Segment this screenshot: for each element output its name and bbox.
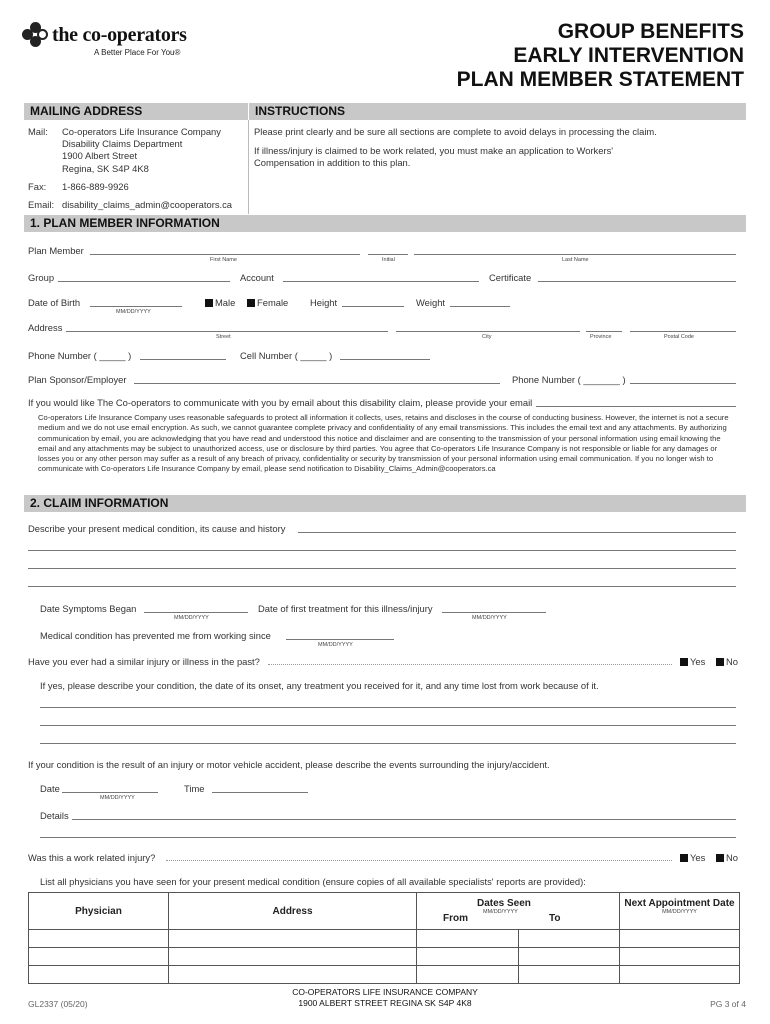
dates-seen-format: MM/DD/YYYY — [483, 909, 518, 915]
mail-line: Regina, SK S4P 4K8 — [62, 162, 149, 174]
table-header-row — [29, 893, 740, 930]
email-label: Email: — [28, 199, 55, 210]
yes-label: Yes — [690, 656, 706, 667]
account-field[interactable] — [283, 281, 479, 282]
to-cell[interactable] — [518, 948, 620, 966]
last-name-field[interactable] — [414, 254, 736, 255]
last-name-caption: Last Name — [562, 257, 589, 263]
address-cell[interactable] — [169, 930, 417, 948]
dob-label: Date of Birth — [28, 297, 81, 308]
no-checkbox[interactable] — [716, 658, 724, 666]
female-label: Female — [257, 297, 289, 308]
next-appointment-format: MM/DD/YYYY — [662, 909, 697, 915]
height-label: Height — [310, 297, 338, 308]
leader-dots — [268, 664, 672, 665]
initial-field[interactable] — [368, 254, 408, 255]
mail-line: 1900 Albert Street — [62, 150, 138, 162]
accident-date-field[interactable] — [62, 792, 158, 793]
title-line-1: GROUP BENEFITS — [557, 20, 744, 43]
title-line-2: EARLY INTERVENTION — [513, 44, 744, 67]
describe-field[interactable] — [28, 568, 736, 569]
symptoms-label: Date Symptoms Began — [40, 603, 137, 614]
table-row[interactable] — [29, 966, 740, 984]
accident-time-field[interactable] — [212, 792, 308, 793]
mail-address — [62, 126, 221, 175]
street-field[interactable] — [66, 331, 388, 332]
describe-label: Describe your present medical condition, its cause and history — [28, 523, 286, 534]
page-title — [457, 20, 744, 92]
dates-seen-label: Dates Seen — [477, 898, 531, 909]
address-label: Address — [28, 322, 63, 333]
initial-caption: Initial — [382, 257, 395, 263]
title-line-3: PLAN MEMBER STATEMENT — [456, 68, 744, 91]
mail-line: Disability Claims Department — [62, 138, 183, 150]
work-yes[interactable] — [680, 852, 705, 863]
similar-question: Have you ever had a similar injury or illness in the past? — [28, 656, 260, 667]
first-treatment-label: Date of first treatment for this illness/injury — [258, 603, 433, 614]
section-2-heading: 2. CLAIM INFORMATION — [24, 495, 746, 512]
next-appointment-header — [620, 893, 740, 930]
if-yes-field[interactable] — [40, 743, 736, 744]
account-label: Account — [240, 272, 274, 283]
first-name-caption: First Name — [210, 257, 237, 263]
sponsor-field[interactable] — [134, 383, 500, 384]
instruction-3: Compensation in addition to this plan. — [254, 157, 411, 168]
height-field[interactable] — [342, 306, 404, 307]
member-email-field[interactable] — [536, 406, 736, 407]
from-cell[interactable] — [417, 966, 519, 984]
city-field[interactable] — [396, 331, 580, 332]
address-header: Address — [169, 893, 417, 930]
plan-member-label: Plan Member — [28, 245, 84, 256]
from-label: From — [443, 913, 468, 924]
physicians-question: List all physicians you have seen for your present medical condition (ensure copies of all available specialists' reports are provided): — [40, 876, 586, 887]
prevented-date-format: MM/DD/YYYY — [318, 642, 353, 648]
first-treatment-field[interactable] — [442, 612, 546, 613]
tagline: A Better Place For You® — [94, 48, 181, 57]
accident-question: If your condition is the result of an injury or motor vehicle accident, please describe the events surrounding the injury/accident. — [28, 759, 550, 770]
if-yes-field[interactable] — [40, 725, 736, 726]
describe-field[interactable] — [28, 586, 736, 587]
section-1-heading: 1. PLAN MEMBER INFORMATION — [24, 215, 746, 232]
from-cell[interactable] — [417, 930, 519, 948]
accident-date-format: MM/DD/YYYY — [100, 795, 135, 801]
table-row[interactable] — [29, 948, 740, 966]
physicians-table — [28, 892, 740, 984]
co-operators-logo-icon — [22, 22, 48, 48]
accident-date-label: Date — [40, 783, 60, 794]
details-label: Details — [40, 810, 69, 821]
first-name-field[interactable] — [90, 254, 360, 255]
address-cell[interactable] — [169, 948, 417, 966]
phone-field[interactable] — [140, 359, 226, 360]
sponsor-phone-label: Phone Number ( _______ ) — [512, 374, 626, 385]
if-yes-label: If yes, please describe your condition, the date of its onset, any treatment you received for it, and any time lost from work because of it. — [40, 680, 599, 691]
instruction-2: If illness/injury is claimed to be work related, you must make an application to Workers' — [254, 145, 614, 156]
province-caption: Province — [590, 334, 612, 340]
physician-cell[interactable] — [29, 966, 169, 984]
city-caption: City — [482, 334, 492, 340]
no-label: No — [726, 852, 738, 863]
dob-field[interactable] — [90, 306, 182, 307]
to-label: To — [549, 913, 561, 924]
similar-no[interactable] — [716, 656, 738, 667]
mail-line: Co-operators Life Insurance Company — [62, 126, 221, 137]
instruction-1: Please print clearly and be sure all sections are complete to avoid delays in processing the claim. — [254, 126, 657, 137]
symptoms-date-format: MM/DD/YYYY — [174, 615, 209, 621]
physician-cell[interactable] — [29, 930, 169, 948]
next-appointment-label: Next Appointment Date — [624, 898, 735, 909]
first-treatment-format: MM/DD/YYYY — [472, 615, 507, 621]
prevented-date-field[interactable] — [286, 639, 394, 640]
leader-dots — [166, 860, 672, 861]
work-no[interactable] — [716, 852, 738, 863]
female-checkbox[interactable] — [247, 299, 255, 307]
table-row[interactable] — [29, 930, 740, 948]
no-checkbox[interactable] — [716, 854, 724, 862]
certificate-field[interactable] — [538, 281, 736, 282]
footer-street: 1900 ALBERT STREET REGINA SK S4P 4K8 — [298, 998, 472, 1008]
group-label: Group — [28, 272, 55, 283]
weight-field[interactable] — [450, 306, 510, 307]
fax-label: Fax: — [28, 181, 47, 192]
dob-format: MM/DD/YYYY — [116, 309, 151, 315]
to-cell[interactable] — [518, 930, 620, 948]
phone-label: Phone Number ( _____ ) — [28, 350, 132, 361]
next-appointment-cell[interactable] — [620, 966, 740, 984]
work-question: Was this a work related injury? — [28, 852, 156, 863]
mailing-address-heading: MAILING ADDRESS — [24, 103, 248, 120]
to-cell[interactable] — [518, 966, 620, 984]
next-appointment-cell[interactable] — [620, 930, 740, 948]
symptoms-date-field[interactable] — [144, 612, 248, 613]
privacy-notice: Co-operators Life Insurance Company uses reasonable safeguards to protect all information it collects, uses, retains and discloses in the course of conducting business. However, the internet is not a secure medium and we do not use email encryption. As such, we cannot guarantee complete privacy and confidentiality of any email transmissions. This includes the email text and any attachments. By authorizing communication by email, you are acknowledging that you have read and understood this notice and disclaimer and are consenting to the transmission of your personal information using email knowing the email and any attachments may be subject to unauthorized access, use or disclosure by third parties. You agree that Co-operators Life Insurance Company is not responsible or liable for any damages or losses you or any other person may suffer as a result of any breach of privacy, confidentiality or security by transmission of your personal information using email communication. If you no longer wish to communicate with Co-operators Life Insurance Company by email, please send notification to Disability_Claims_Admin@cooperators.ca — [38, 413, 729, 474]
address-cell[interactable] — [169, 966, 417, 984]
logo-text: the co-operators — [52, 23, 187, 46]
sponsor-phone-field[interactable] — [630, 383, 736, 384]
yes-label: Yes — [690, 852, 706, 863]
email-address[interactable]: disability_claims_admin@cooperators.ca — [62, 199, 233, 210]
mail-label: Mail: — [28, 126, 48, 137]
physician-cell[interactable] — [29, 948, 169, 966]
form-id: GL2337 (05/20) — [28, 999, 88, 1009]
logo — [22, 22, 187, 48]
no-label: No — [726, 656, 738, 667]
male-checkbox[interactable] — [205, 299, 213, 307]
email-question: If you would like The Co-operators to communicate with you by email about this disability claim, please provide your email — [28, 397, 533, 408]
postal-code-caption: Postal Code — [664, 334, 694, 340]
group-field[interactable] — [58, 281, 230, 282]
physician-header: Physician — [29, 893, 169, 930]
postal-code-field[interactable] — [630, 331, 736, 332]
yes-checkbox[interactable] — [680, 854, 688, 862]
dates-seen-header — [417, 893, 620, 930]
footer-company: CO-OPERATORS LIFE INSURANCE COMPANY — [292, 987, 478, 997]
prevented-label: Medical condition has prevented me from working since — [40, 630, 271, 641]
instructions-heading: INSTRUCTIONS — [248, 103, 746, 120]
page-number: PG 3 of 4 — [710, 999, 746, 1009]
yes-checkbox[interactable] — [680, 658, 688, 666]
describe-field[interactable] — [298, 532, 736, 533]
column-divider — [248, 120, 249, 214]
accident-time-label: Time — [184, 783, 205, 794]
details-field[interactable] — [40, 837, 736, 838]
cell-label: Cell Number ( _____ ) — [240, 350, 333, 361]
if-yes-field[interactable] — [40, 707, 736, 708]
fax-number: 1-866-889-9926 — [62, 181, 129, 192]
footer-address — [0, 987, 770, 1009]
from-cell[interactable] — [417, 948, 519, 966]
male-label: Male — [215, 297, 236, 308]
street-caption: Street — [216, 334, 231, 340]
similar-yes[interactable] — [680, 656, 705, 667]
male-option[interactable] — [205, 297, 235, 308]
next-appointment-cell[interactable] — [620, 948, 740, 966]
describe-field[interactable] — [28, 550, 736, 551]
province-field[interactable] — [586, 331, 622, 332]
certificate-label: Certificate — [489, 272, 532, 283]
female-option[interactable] — [247, 297, 288, 308]
sponsor-label: Plan Sponsor/Employer — [28, 374, 127, 385]
details-field[interactable] — [72, 819, 736, 820]
weight-label: Weight — [416, 297, 446, 308]
cell-field[interactable] — [340, 359, 430, 360]
